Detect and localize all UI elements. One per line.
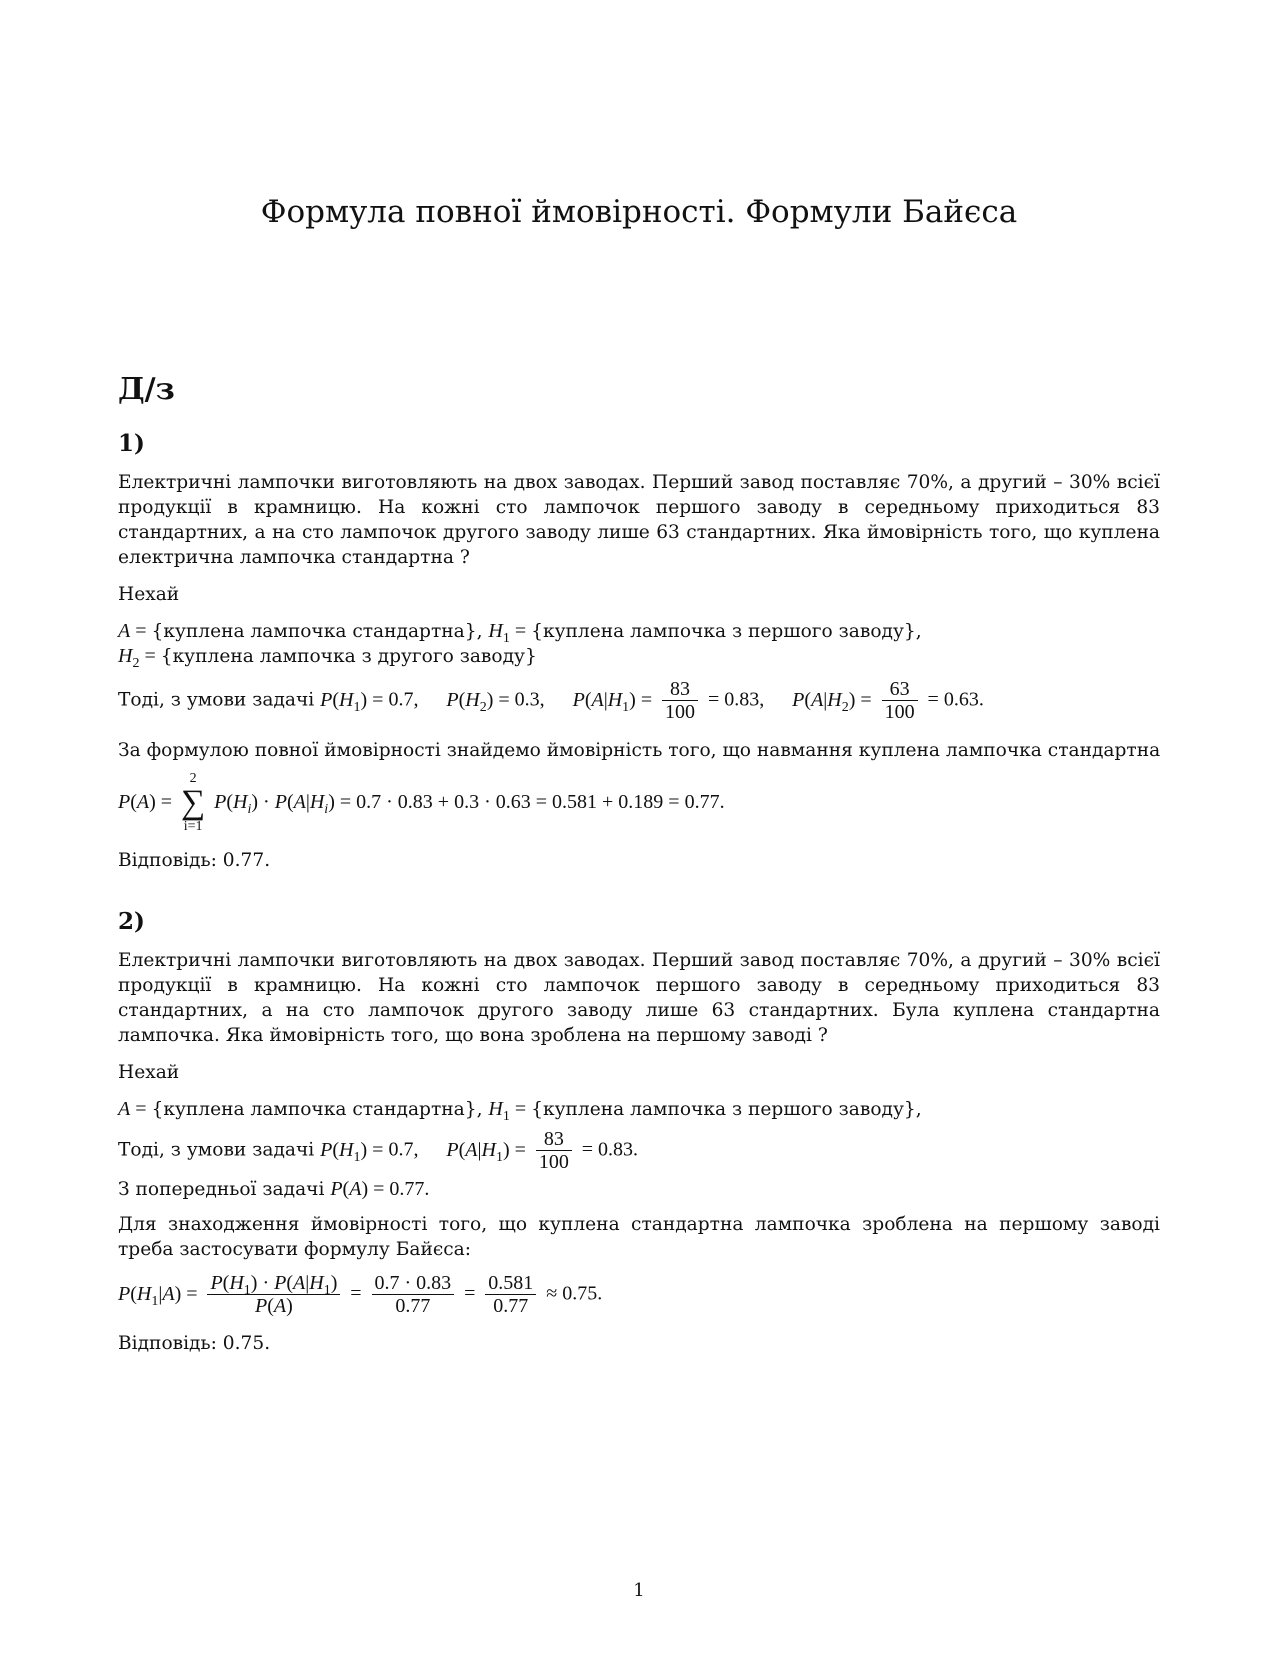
- task-1-number: 1): [118, 430, 145, 457]
- event-h2-text: {куплена лампочка з другого заводу}: [160, 646, 537, 667]
- task-2-bayes-formula: $P(H_1|A)$ = $\frac{P(H_1) \cdot P(A|H_1)}{P(A)}$ = $\frac{0.7 \cdot 0.83}{0.77}$ = $\frac{0.581}{0.77}$ ≈ 0.75.: [118, 1272, 603, 1317]
- task-2-answer: Відповідь: 0.75.: [118, 1333, 271, 1354]
- document-page: [118, 0, 1160, 1656]
- p-h1-value: 0.7: [388, 1138, 414, 1161]
- task-1-method: За формулою повної ймовірності знайдемо ймовірність того, що навмання куплена лампочка стандартна: [118, 740, 1161, 761]
- bayes-fraction-product: $\frac{0.581}{0.77}$: [485, 1272, 536, 1317]
- p-a-h2-value: 0.63: [943, 688, 979, 711]
- task-2-method: Для знаходження ймовірності того, що куплена стандартна лампочка зроблена на першому заводі треба застосувати формулу Байєса:: [118, 1214, 1160, 1260]
- task-2-problem: Електричні лампочки виготовляють на двох заводах. Перший завод поставляє 70%, а другий – 30% всієї продукції в крамницю. На кожні сто лампочок першого заводу в середньому приходиться 83 стандартних, а на сто лампочок другого заводу лише 63 стандартних. Була куплена стандартна лампочка. Яка ймовірність того, що вона зроблена на першому заводі ?: [118, 950, 1160, 1046]
- event-a-text: {куплена лампочка стандартна}: [151, 1099, 477, 1120]
- task-2-events: A = {куплена лампочка стандартна}, $H_1$ = {куплена лампочка з першого заводу},: [118, 1098, 922, 1124]
- p-a-value: 0.77: [389, 1178, 425, 1200]
- given-prefix: Тоді, з умови задачі: [118, 689, 315, 711]
- task-1-answer: Відповідь: 0.77.: [118, 850, 271, 871]
- task-1-event-a-h1: A = {куплена лампочка стандартна}, $H_1$ = {куплена лампочка з першого заводу},: [118, 620, 922, 646]
- task-1-event-h2: $H_2$ = {куплена лампочка з другого заводу}: [118, 645, 537, 671]
- bayes-result: 0.75: [562, 1282, 598, 1305]
- event-h1-text: {куплена лампочка з першого заводу}: [531, 1099, 916, 1120]
- task-1-problem: Електричні лампочки виготовляють на двох заводах. Перший завод поставляє 70%, а другий – 30% всієї продукції в крамницю. На кожні сто лампочок першого заводу в середньому приходиться 83 стандартних, а на сто лампочок другого заводу лише 63 стандартних. Яка ймовірність того, що куплена електрична лампочка стандартна ?: [118, 472, 1160, 568]
- task-1-let: Нехай: [118, 584, 180, 605]
- bayes-fraction-symbolic: $\frac{P(H_1) \cdot P(A|H_1)}{P(A)}$: [207, 1272, 340, 1317]
- task-2-previous: З попередньої задачі P(A) = 0.77.: [118, 1178, 430, 1200]
- given-prefix: Тоді, з умови задачі: [118, 1139, 315, 1161]
- summation-symbol: 2 ∑ i=1: [180, 771, 206, 834]
- section-heading: Д/з: [118, 372, 175, 407]
- p-a-h1-value: 0.83: [598, 1138, 634, 1161]
- fraction-p-a-h1: $\frac{83}{100}$: [662, 678, 698, 723]
- fraction-p-a-h1: $\frac{83}{100}$: [536, 1128, 572, 1173]
- event-a-text: {куплена лампочка стандартна}: [151, 621, 477, 642]
- bayes-fraction-values: $\frac{0.7 \cdot 0.83}{0.77}$: [372, 1272, 455, 1317]
- task-2-let: Нехай: [118, 1062, 180, 1083]
- p-h1-value: 0.7: [388, 688, 414, 711]
- task-1-total-probability-formula: P(A) = 2 ∑ i=1 $P(H_i) \cdot P(A|H_i) = 0.7 \cdot 0.83 + 0.3 \cdot 0.63 = 0.581 + 0.189 = 0.77$.: [118, 771, 725, 834]
- page-number: 1: [633, 1580, 645, 1601]
- task-1-given: Тоді, з умови задачі $P(H_1) = 0.7$, $P(H_2) = 0.3$, $P(A|H_1)$ = $\frac{83}{100}$ = 0.83, $P(A|H_2)$ = $\frac{63}{100}$ = 0.63.: [118, 678, 984, 723]
- document-title: Формула повної ймовірності. Формули Байєса: [260, 194, 1018, 230]
- fraction-p-a-h2: $\frac{63}{100}$: [882, 678, 918, 723]
- task-2-number: 2): [118, 908, 145, 935]
- event-h1-text: {куплена лампочка з першого заводу}: [531, 621, 916, 642]
- task-2-given: Тоді, з умови задачі $P(H_1) = 0.7$, $P(A|H_1)$ = $\frac{83}{100}$ = 0.83.: [118, 1128, 639, 1173]
- p-a-h1-value: 0.83: [724, 688, 760, 711]
- p-h2-value: 0.3: [514, 688, 540, 711]
- previous-prefix: З попередньої задачі: [118, 1179, 325, 1200]
- total-expression: = 0.7 · 0.83 + 0.3 · 0.63 = 0.581 + 0.189 = 0.77.: [339, 791, 725, 813]
